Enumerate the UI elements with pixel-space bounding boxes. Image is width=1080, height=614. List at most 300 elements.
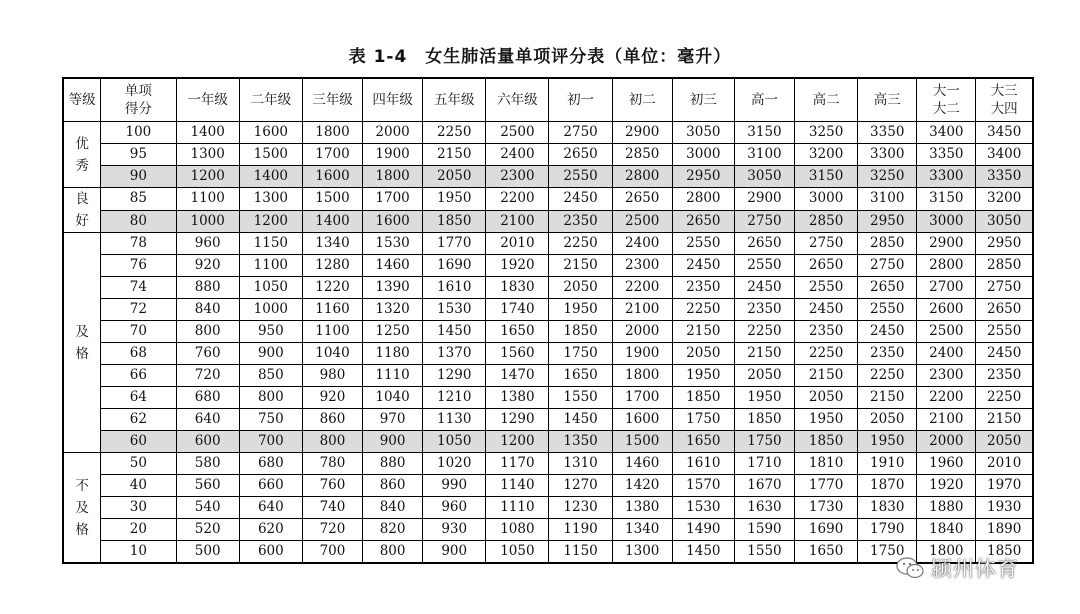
value-cell: 1830 [858,497,917,519]
header-score: 单项 得分 [101,78,176,122]
value-cell: 2750 [734,210,794,233]
value-cell: 2850 [858,233,917,255]
table-row [63,409,1033,431]
value-cell: 640 [176,409,239,431]
value-cell: 1040 [363,387,423,409]
value-cell: 1460 [363,255,423,277]
watermark [895,553,1055,583]
value-cell: 1400 [239,166,302,188]
value-cell: 1370 [423,343,486,365]
value-cell: 1100 [302,321,362,343]
value-cell: 980 [302,365,362,387]
value-cell: 2800 [612,166,672,188]
value-cell: 1250 [363,321,423,343]
value-cell: 2400 [917,343,976,365]
level-cell: 良 好 [63,188,101,233]
value-cell: 1300 [239,188,302,211]
value-cell: 1150 [549,541,612,564]
value-cell: 1380 [612,497,672,519]
value-cell: 3300 [858,144,917,166]
value-cell: 1020 [423,453,486,475]
value-cell: 2750 [976,277,1033,299]
value-cell: 3000 [795,188,858,211]
value-cell: 2350 [549,210,612,233]
value-cell: 2000 [917,431,976,453]
value-cell: 2150 [423,144,486,166]
value-cell: 950 [239,321,302,343]
value-cell: 2000 [363,122,423,144]
value-cell: 1290 [423,365,486,387]
value-cell: 860 [363,475,423,497]
value-cell: 2010 [976,453,1033,475]
value-cell: 1600 [239,122,302,144]
value-cell: 3250 [858,166,917,188]
table-row [63,188,1033,211]
score-cell: 60 [101,431,176,453]
value-cell: 2350 [734,299,794,321]
value-cell: 700 [239,431,302,453]
value-cell: 1460 [612,453,672,475]
value-cell: 2150 [858,387,917,409]
value-cell: 2450 [795,299,858,321]
value-cell: 1700 [363,188,423,211]
value-cell: 1800 [363,166,423,188]
value-cell: 1290 [486,409,549,431]
value-cell: 1730 [795,497,858,519]
table-row [63,321,1033,343]
value-cell: 1450 [549,409,612,431]
value-cell: 2650 [976,299,1033,321]
value-cell: 2500 [917,321,976,343]
value-cell: 1610 [672,453,734,475]
value-cell: 1830 [486,277,549,299]
value-cell: 1170 [486,453,549,475]
value-cell: 1950 [734,387,794,409]
value-cell: 1140 [486,475,549,497]
table-row [63,233,1033,255]
header-grade: 一年级 [176,78,239,122]
value-cell: 1550 [549,387,612,409]
value-cell: 820 [363,519,423,541]
value-cell: 1450 [423,321,486,343]
score-cell: 72 [101,299,176,321]
value-cell: 900 [363,431,423,453]
score-cell: 100 [101,122,176,144]
value-cell: 1530 [672,497,734,519]
value-cell: 2050 [858,409,917,431]
value-cell: 930 [423,519,486,541]
value-cell: 700 [302,541,362,564]
value-cell: 740 [302,497,362,519]
value-cell: 2950 [858,210,917,233]
table-row [63,343,1033,365]
value-cell: 1500 [239,144,302,166]
value-cell: 1700 [302,144,362,166]
score-cell: 95 [101,144,176,166]
score-cell: 90 [101,166,176,188]
header-grade: 初一 [549,78,612,122]
value-cell: 2450 [734,277,794,299]
value-cell: 2750 [795,233,858,255]
value-cell: 960 [176,233,239,255]
value-cell: 2850 [612,144,672,166]
table-row [63,387,1033,409]
value-cell: 1570 [672,475,734,497]
value-cell: 1210 [423,387,486,409]
value-cell: 1750 [858,541,917,564]
value-cell: 1230 [549,497,612,519]
table-row [63,541,1033,564]
table-row [63,277,1033,299]
value-cell: 840 [363,497,423,519]
value-cell: 2250 [976,387,1033,409]
header-grade: 初三 [672,78,734,122]
value-cell: 1650 [795,541,858,564]
value-cell: 2100 [486,210,549,233]
header-level: 等级 [63,78,101,122]
value-cell: 840 [176,299,239,321]
value-cell: 1340 [302,233,362,255]
value-cell: 2500 [612,210,672,233]
value-cell: 1130 [423,409,486,431]
value-cell: 2300 [917,365,976,387]
header-grade: 高二 [795,78,858,122]
value-cell: 1600 [302,166,362,188]
value-cell: 580 [176,453,239,475]
value-cell: 1690 [795,519,858,541]
wechat-icon [895,555,925,581]
value-cell: 1590 [734,519,794,541]
score-cell: 30 [101,497,176,519]
value-cell: 1550 [734,541,794,564]
value-cell: 2150 [549,255,612,277]
value-cell: 1850 [734,409,794,431]
value-cell: 3350 [858,122,917,144]
value-cell: 560 [176,475,239,497]
value-cell: 1700 [612,387,672,409]
value-cell: 1900 [612,343,672,365]
value-cell: 1850 [795,431,858,453]
value-cell: 600 [239,541,302,564]
value-cell: 2900 [734,188,794,211]
value-cell: 1650 [486,321,549,343]
value-cell: 2650 [795,255,858,277]
value-cell: 1800 [917,541,976,564]
value-cell: 2250 [549,233,612,255]
value-cell: 1380 [486,387,549,409]
score-cell: 80 [101,210,176,233]
value-cell: 1770 [795,475,858,497]
score-cell: 40 [101,475,176,497]
header-grade: 大三 大四 [976,78,1033,122]
value-cell: 1340 [612,519,672,541]
score-cell: 74 [101,277,176,299]
value-cell: 1750 [549,343,612,365]
value-cell: 1100 [176,188,239,211]
value-cell: 1850 [976,541,1033,564]
value-cell: 2650 [612,188,672,211]
value-cell: 1160 [302,299,362,321]
value-cell: 2350 [976,365,1033,387]
value-cell: 1450 [672,541,734,564]
value-cell: 520 [176,519,239,541]
value-cell: 780 [302,453,362,475]
value-cell: 850 [239,365,302,387]
table-row [63,299,1033,321]
value-cell: 2250 [795,343,858,365]
value-cell: 1950 [795,409,858,431]
header-grade: 高一 [734,78,794,122]
header-grade: 高三 [858,78,917,122]
score-cell: 64 [101,387,176,409]
value-cell: 990 [423,475,486,497]
value-cell: 760 [302,475,362,497]
value-cell: 2250 [423,122,486,144]
value-cell: 1310 [549,453,612,475]
value-cell: 3200 [976,188,1033,211]
value-cell: 2150 [795,365,858,387]
value-cell: 2200 [917,387,976,409]
header-grade: 大一 大二 [917,78,976,122]
value-cell: 1220 [302,277,362,299]
value-cell: 960 [423,497,486,519]
value-cell: 1150 [239,233,302,255]
value-cell: 2500 [486,122,549,144]
value-cell: 1950 [672,365,734,387]
value-cell: 2750 [549,122,612,144]
value-cell: 3400 [976,144,1033,166]
value-cell: 800 [363,541,423,564]
header-grade: 六年级 [486,78,549,122]
value-cell: 900 [423,541,486,564]
value-cell: 660 [239,475,302,497]
value-cell: 1810 [795,453,858,475]
score-cell: 68 [101,343,176,365]
value-cell: 1800 [612,365,672,387]
value-cell: 3000 [917,210,976,233]
value-cell: 2200 [612,277,672,299]
value-cell: 2650 [549,144,612,166]
value-cell: 1650 [672,431,734,453]
value-cell: 2550 [672,233,734,255]
value-cell: 2050 [795,387,858,409]
value-cell: 1270 [549,475,612,497]
value-cell: 900 [239,343,302,365]
value-cell: 2300 [612,255,672,277]
value-cell: 2900 [612,122,672,144]
value-cell: 1950 [858,431,917,453]
value-cell: 1050 [239,277,302,299]
value-cell: 2650 [858,277,917,299]
score-table [62,77,1034,564]
value-cell: 1840 [917,519,976,541]
score-cell: 78 [101,233,176,255]
score-cell: 70 [101,321,176,343]
value-cell: 1040 [302,343,362,365]
value-cell: 1190 [549,519,612,541]
value-cell: 3400 [917,122,976,144]
value-cell: 2650 [734,233,794,255]
value-cell: 680 [239,453,302,475]
value-cell: 3450 [976,122,1033,144]
value-cell: 3300 [917,166,976,188]
value-cell: 2850 [976,255,1033,277]
value-cell: 2150 [976,409,1033,431]
value-cell: 620 [239,519,302,541]
value-cell: 3050 [672,122,734,144]
header-grade: 五年级 [423,78,486,122]
score-cell: 62 [101,409,176,431]
value-cell: 2400 [486,144,549,166]
value-cell: 1050 [423,431,486,453]
value-cell: 720 [176,365,239,387]
score-cell: 10 [101,541,176,564]
value-cell: 2750 [858,255,917,277]
table-row [63,122,1033,144]
score-cell: 85 [101,188,176,211]
value-cell: 1880 [917,497,976,519]
value-cell: 1910 [858,453,917,475]
value-cell: 1200 [239,210,302,233]
value-cell: 2800 [672,188,734,211]
value-cell: 2050 [976,431,1033,453]
value-cell: 3250 [795,122,858,144]
value-cell: 2450 [549,188,612,211]
value-cell: 1850 [672,387,734,409]
value-cell: 1390 [363,277,423,299]
table-row [63,166,1033,188]
value-cell: 2450 [858,321,917,343]
value-cell: 1770 [423,233,486,255]
value-cell: 3050 [734,166,794,188]
value-cell: 1500 [302,188,362,211]
value-cell: 1850 [549,321,612,343]
value-cell: 3100 [858,188,917,211]
value-cell: 2100 [917,409,976,431]
value-cell: 1470 [486,365,549,387]
value-cell: 2600 [917,299,976,321]
value-cell: 750 [239,409,302,431]
value-cell: 920 [176,255,239,277]
value-cell: 3150 [734,122,794,144]
value-cell: 1900 [363,144,423,166]
value-cell: 1300 [612,541,672,564]
value-cell: 2950 [976,233,1033,255]
header-grade: 四年级 [363,78,423,122]
value-cell: 1350 [549,431,612,453]
table-row [63,497,1033,519]
value-cell: 920 [302,387,362,409]
value-cell: 1200 [176,166,239,188]
value-cell: 1280 [302,255,362,277]
value-cell: 640 [239,497,302,519]
header-grade: 初二 [612,78,672,122]
table-row [63,365,1033,387]
value-cell: 2050 [549,277,612,299]
value-cell: 2000 [612,321,672,343]
value-cell: 2050 [734,365,794,387]
table-row [63,255,1033,277]
value-cell: 1300 [176,144,239,166]
value-cell: 1050 [486,541,549,564]
value-cell: 1740 [486,299,549,321]
header-grade: 二年级 [239,78,302,122]
value-cell: 2350 [795,321,858,343]
value-cell: 1180 [363,343,423,365]
value-cell: 1890 [976,519,1033,541]
value-cell: 1750 [734,431,794,453]
table-row [63,519,1033,541]
value-cell: 1970 [976,475,1033,497]
value-cell: 1400 [176,122,239,144]
header-row [63,78,1033,122]
value-cell: 2300 [486,166,549,188]
value-cell: 1100 [239,255,302,277]
value-cell: 2350 [858,343,917,365]
table-row [63,475,1033,497]
value-cell: 1110 [486,497,549,519]
value-cell: 680 [176,387,239,409]
value-cell: 1320 [363,299,423,321]
value-cell: 2150 [734,343,794,365]
value-cell: 1650 [549,365,612,387]
level-cell: 不 及 格 [63,453,101,564]
table-row [63,453,1033,475]
header-grade: 三年级 [302,78,362,122]
value-cell: 3350 [917,144,976,166]
value-cell: 1080 [486,519,549,541]
value-cell: 2550 [549,166,612,188]
value-cell: 2700 [917,277,976,299]
value-cell: 880 [176,277,239,299]
value-cell: 1630 [734,497,794,519]
value-cell: 1200 [486,431,549,453]
table-row [63,210,1033,233]
value-cell: 800 [239,387,302,409]
table-row [63,144,1033,166]
value-cell: 1420 [612,475,672,497]
value-cell: 760 [176,343,239,365]
value-cell: 970 [363,409,423,431]
value-cell: 1920 [917,475,976,497]
watermark-text: 颍州体育 [931,557,1019,581]
value-cell: 1600 [612,409,672,431]
value-cell: 2550 [795,277,858,299]
value-cell: 1000 [239,299,302,321]
value-cell: 2250 [858,365,917,387]
value-cell: 1610 [423,277,486,299]
value-cell: 2100 [612,299,672,321]
value-cell: 1930 [976,497,1033,519]
value-cell: 1530 [363,233,423,255]
value-cell: 720 [302,519,362,541]
value-cell: 880 [363,453,423,475]
score-cell: 50 [101,453,176,475]
value-cell: 1400 [302,210,362,233]
value-cell: 1690 [423,255,486,277]
value-cell: 2250 [734,321,794,343]
value-cell: 3150 [917,188,976,211]
value-cell: 1000 [176,210,239,233]
value-cell: 2250 [672,299,734,321]
value-cell: 2950 [672,166,734,188]
value-cell: 1600 [363,210,423,233]
value-cell: 3200 [795,144,858,166]
value-cell: 3000 [672,144,734,166]
value-cell: 2900 [917,233,976,255]
score-cell: 66 [101,365,176,387]
value-cell: 2550 [734,255,794,277]
